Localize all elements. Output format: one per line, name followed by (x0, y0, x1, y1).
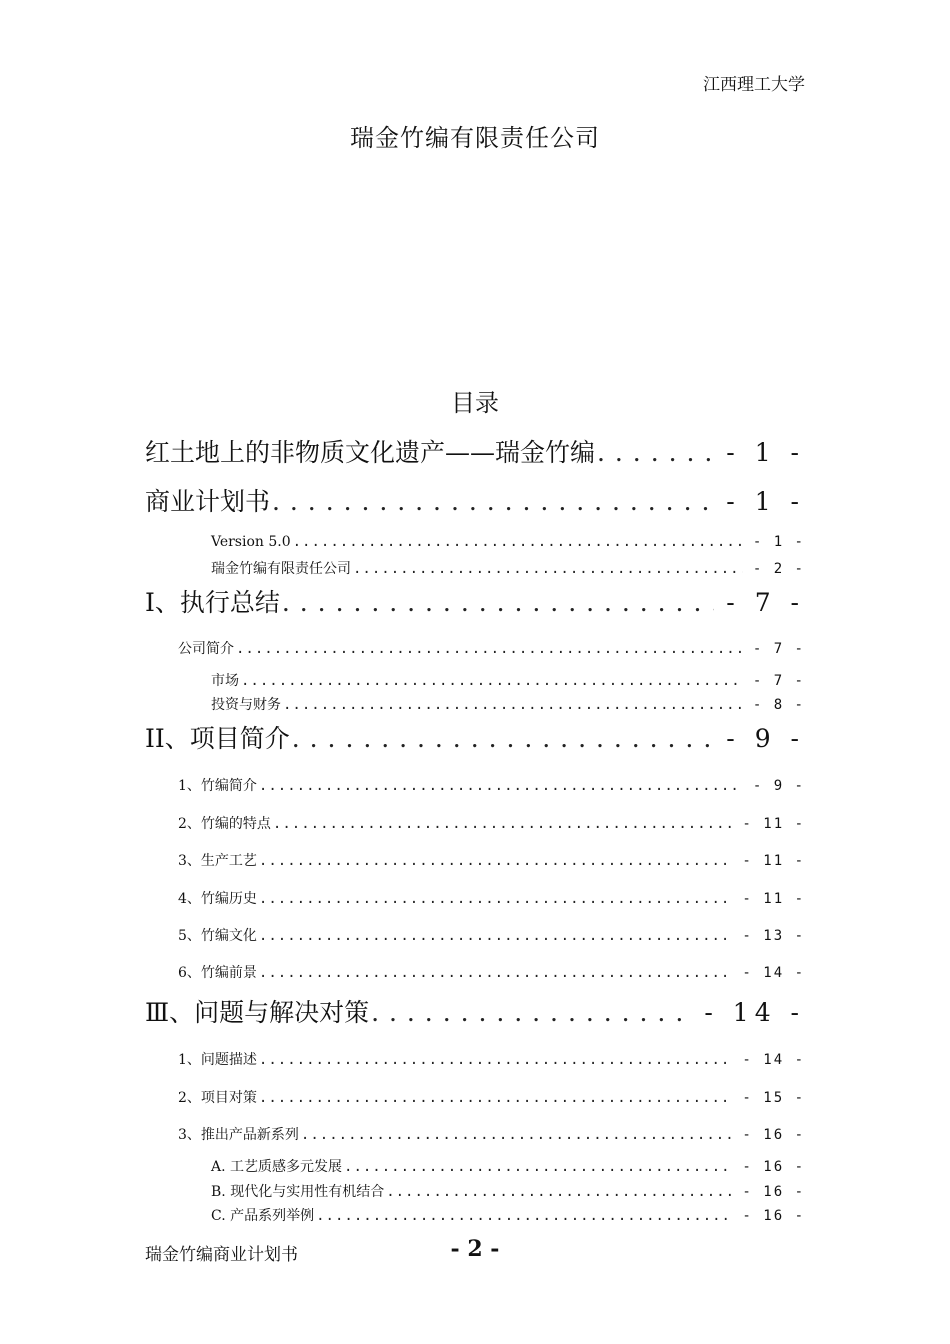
toc-entry-text: 5、竹编文化 (178, 928, 257, 944)
toc-leader (292, 724, 715, 753)
toc-leader (293, 534, 743, 550)
toc-entry[interactable] (178, 1124, 805, 1144)
toc-entry-text: C. 产品系列举例 (211, 1208, 315, 1224)
toc-entry[interactable] (211, 1181, 805, 1201)
toc-entry-page: - 9 - (726, 724, 805, 753)
toc-entry-text: 3、推出产品新系列 (178, 1127, 299, 1143)
footer-page-number: - 2 - (450, 1236, 500, 1262)
toc-entry[interactable] (145, 993, 805, 1027)
toc-entry-text: 市场 (211, 673, 239, 689)
toc-entry-text: 6、竹编前景 (178, 965, 257, 981)
toc-entry-text: B. 现代化与实用性有机结合 (211, 1184, 385, 1200)
toc-entry-page: - 15 - (742, 1090, 805, 1106)
document-title: 瑞金竹编有限责任公司 (350, 124, 600, 152)
toc-entry-page: - 16 - (742, 1184, 805, 1200)
toc-entry-text: I、执行总结 (145, 588, 280, 617)
toc-entry-page: - 8 - (752, 697, 805, 713)
toc-entry-text: A. 工艺质感多元发展 (211, 1159, 343, 1175)
toc-entry[interactable] (211, 670, 805, 690)
toc-entry-text: 瑞金竹编有限责任公司 (211, 561, 351, 577)
toc-leader (316, 1208, 732, 1224)
toc-entry[interactable] (145, 482, 805, 516)
toc-entry[interactable] (211, 1205, 805, 1225)
toc-leader (371, 998, 692, 1027)
toc-entry[interactable] (178, 962, 805, 982)
footer-document-name: 瑞金竹编商业计划书 (145, 1245, 298, 1265)
toc-leader (236, 641, 743, 657)
toc-entry[interactable] (211, 1156, 805, 1176)
toc-entry-page: - 2 - (752, 561, 805, 577)
toc-entry-page: - 1 - (726, 487, 805, 516)
toc-leader (597, 438, 714, 467)
toc-entry[interactable] (211, 558, 805, 578)
header-university: 江西理工大学 (703, 75, 805, 95)
toc-entry-text: II、项目简介 (145, 724, 290, 753)
toc-entry-page: - 14 - (742, 1052, 805, 1068)
toc-heading: 目录 (451, 389, 499, 417)
toc-entry-text: 公司简介 (178, 641, 234, 657)
toc-entry-text: 商业计划书 (145, 487, 271, 516)
toc-entry-text: 红土地上的非物质文化遗产——瑞金竹编 (145, 438, 596, 467)
toc-entry-text: Version 5.0 (211, 534, 291, 550)
toc-entry-page: - 16 - (742, 1127, 805, 1143)
toc-leader (386, 1184, 732, 1200)
toc-leader (272, 487, 714, 516)
toc-entry[interactable] (178, 925, 805, 945)
toc-entry-page: - 11 - (742, 816, 805, 832)
toc-leader (259, 1052, 733, 1068)
toc-entry-text: 1、竹编简介 (178, 778, 257, 794)
toc-entry[interactable] (178, 813, 805, 833)
toc-entry-text: Ⅲ、问题与解决对策 (145, 998, 370, 1027)
toc-entry[interactable] (178, 850, 805, 870)
toc-leader (301, 1127, 733, 1143)
toc-entry-page: - 14 - (742, 965, 805, 981)
toc-entry-page: - 11 - (742, 853, 805, 869)
toc-leader (344, 1159, 732, 1175)
toc-entry-text: 4、竹编历史 (178, 891, 257, 907)
toc-entry-text: 投资与财务 (211, 697, 281, 713)
toc-entry-page: - 16 - (742, 1159, 805, 1175)
toc-leader (259, 853, 733, 869)
toc-entry[interactable] (178, 888, 805, 908)
toc-entry-page: - 1 - (726, 438, 805, 467)
toc-entry-page: - 11 - (742, 891, 805, 907)
toc-entry[interactable] (178, 638, 805, 658)
toc-entry-text: 2、竹编的特点 (178, 816, 271, 832)
toc-entry-page: - 16 - (742, 1208, 805, 1224)
toc-entry[interactable] (145, 433, 805, 467)
toc-entry[interactable] (145, 583, 805, 617)
toc-leader (259, 891, 733, 907)
toc-entry-page: - 7 - (726, 588, 805, 617)
toc-entry[interactable] (211, 534, 805, 554)
toc-entry-page: - 13 - (742, 928, 805, 944)
toc-entry-page: - 14 - (704, 998, 805, 1027)
toc-entry[interactable] (178, 1087, 805, 1107)
toc-entry[interactable] (145, 719, 805, 753)
toc-leader (259, 1090, 733, 1106)
toc-entry-text: 2、项目对策 (178, 1090, 257, 1106)
toc-leader (283, 697, 743, 713)
toc-leader (353, 561, 743, 577)
toc-entry-page: - 7 - (752, 673, 805, 689)
toc-entry-page: - 1 - (752, 534, 805, 550)
toc-entry-page: - 9 - (752, 778, 805, 794)
toc-entry-page: - 7 - (752, 641, 805, 657)
toc-leader (259, 928, 733, 944)
toc-entry[interactable] (178, 1049, 805, 1069)
toc-leader (273, 816, 733, 832)
toc-entry[interactable] (178, 775, 805, 795)
toc-leader (259, 965, 733, 981)
toc-leader (241, 673, 743, 689)
toc-leader (282, 588, 714, 617)
toc-entry-text: 3、生产工艺 (178, 853, 257, 869)
toc-entry[interactable] (211, 694, 805, 714)
toc-leader (259, 778, 743, 794)
toc-entry-text: 1、问题描述 (178, 1052, 257, 1068)
